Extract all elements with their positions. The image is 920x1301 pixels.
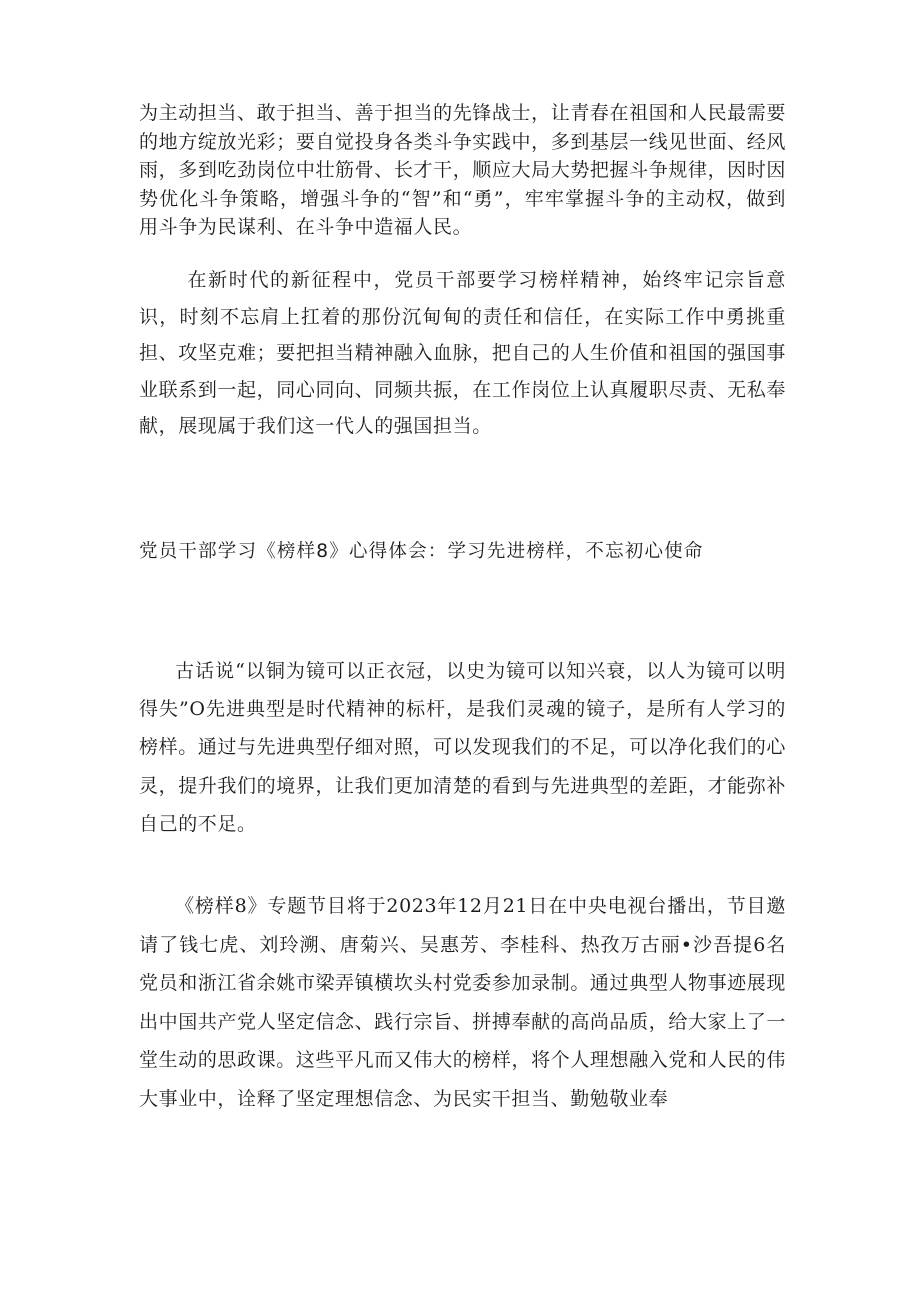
section-heading: 党员干部学习《榜样8》心得体会：学习先进榜样，不忘初心使命: [139, 541, 704, 562]
paragraph-4: 《榜样8》专题节目将于2023年12月21日在中央电视台播出，节目邀请了钱七虎、刘玲溯、唐菊兴、吴惠芳、李桂科、热孜万古丽•沙吾提6名党员和浙江省余姚市梁弄镇横坎头村党委参加录制。通过典型人物事迹展现出中国共产党人坚定信念、践行宗旨、拼搏奉献的高尚品质，给大家上了一堂生动的思政课。这些平凡而又伟大的榜样，将个人理想融入党和人民的伟大事业中，诠释了坚定理想信念、为民实干担当、勤勉敬业奉: [139, 895, 786, 1110]
paragraph-1: 为主动担当、敢于担当、善于担当的先锋战士，让青春在祖国和人民最需要的地方绽放光彩；要自觉投身各类斗争实践中，多到基层一线见世面、经风雨，多到吃劲岗位中壮筋骨、长才干，顺应大局大势把握斗争规律，因时因势优化斗争策略，增强斗争的“智”和“勇”，牢牢掌握斗争的主动权，做到用斗争为民谋利、在斗争中造福人民。: [139, 102, 786, 238]
paragraph-2: 在新时代的新征程中，党员干部要学习榜样精神，始终牢记宗旨意识，时刻不忘肩上扛着的那份沉甸甸的责任和信任，在实际工作中勇挑重担、攻坚克难；要把担当精神融入血脉，把自己的人生价值和祖国的强国事业联系到一起，同心同向、同频共振，在工作岗位上认真履职尽责、无私奉献，展现属于我们这一代人的强国担当。: [139, 269, 786, 437]
paragraph-3: 古话说“以铜为镜可以正衣冠，以史为镜可以知兴衰，以人为镜可以明得失”O先进典型是时代精神的标杆，是我们灵魂的镜子，是所有人学习的榜样。通过与先进典型仔细对照，可以发现我们的不足，可以净化我们的心灵，提升我们的境界，让我们更加清楚的看到与先进典型的差距，才能弥补自己的不足。: [139, 660, 786, 835]
